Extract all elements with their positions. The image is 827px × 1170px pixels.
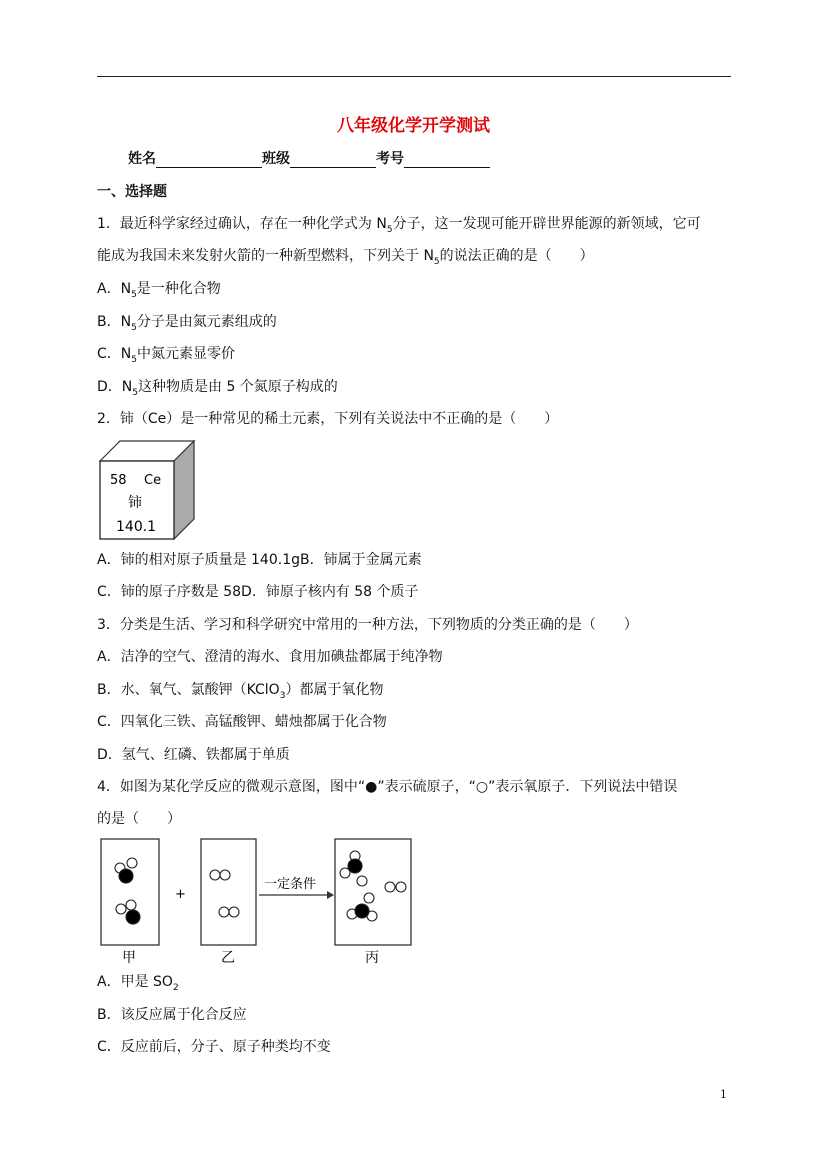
q3-option-d[interactable]: D．氢气、红磷、铁都属于单质 — [97, 747, 290, 763]
page-title: 八年级化学开学测试 — [337, 116, 490, 136]
q3-option-b[interactable]: B．水、氧气、氯酸钾（KClO$_3$）都属于氧化物 — [97, 682, 384, 701]
class-label: 班级 — [262, 151, 290, 167]
q1-option-c[interactable]: C．$N_5$中氮元素显零价 — [97, 346, 235, 365]
q1-option-b[interactable]: B．$N_5$分子是由氮元素组成的 — [97, 314, 277, 333]
exam-no-label: 考号 — [376, 151, 404, 167]
cell-element-name: 铈 — [128, 495, 142, 511]
q1-option-a[interactable]: A．$N_5$是一种化合物 — [97, 281, 221, 300]
element-cell-figure — [99, 439, 196, 541]
q3-option-a[interactable]: A．洁净的空气、澄清的海水、食用加碘盐都属于纯净物 — [97, 649, 443, 665]
box-yi — [201, 839, 256, 945]
label-bing: 丙 — [365, 950, 379, 966]
class-blank[interactable] — [290, 152, 376, 168]
arrow-head — [327, 891, 334, 899]
reaction-diagram — [99, 837, 417, 967]
q4-option-b[interactable]: B．该反应属于化合反应 — [97, 1007, 247, 1023]
exam-no-blank[interactable] — [404, 152, 490, 168]
cell-symbol: Ce — [144, 473, 162, 488]
q3-option-c[interactable]: C．四氧化三铁、高锰酸钾、蜡烛都属于化合物 — [97, 714, 387, 730]
q4-stem-line1: 4．如图为某化学反应的微观示意图，图中“●”表示硫原子，“○”表示氧原子．下列说法中错误 — [97, 779, 678, 795]
arrow-condition: 一定条件 — [264, 877, 317, 892]
q4-stem-line2: 的是（ ） — [97, 811, 181, 827]
header-rule — [97, 76, 731, 77]
q1-stem-line1: 1．最近科学家经过确认，存在一种化学式为 $N_5$分子，这一发现可能开辟世界能源的新领域，它可 — [97, 216, 701, 235]
q4-option-a[interactable]: A．甲是 $SO_2$ — [97, 974, 179, 993]
name-label: 姓名 — [128, 151, 156, 167]
q2-stem: 2．铈（Ce）是一种常见的稀土元素，下列有关说法中不正确的是（ ） — [97, 411, 559, 427]
q1-option-d[interactable]: D．$N_5$这种物质是由 5 个氮原子构成的 — [97, 379, 338, 398]
cell-atomic-mass: 140.1 — [116, 519, 157, 535]
page-number: 1 — [720, 1088, 727, 1101]
label-jia: 甲 — [122, 950, 136, 966]
box-jia — [101, 839, 159, 945]
q4-option-c[interactable]: C．反应前后，分子、原子种类均不变 — [97, 1039, 331, 1055]
cell-atomic-number: 58 — [110, 473, 127, 488]
q3-stem: 3．分类是生活、学习和科学研究中常用的一种方法，下列物质的分类正确的是（ ） — [97, 617, 638, 633]
student-info-row — [128, 150, 490, 168]
label-yi: 乙 — [221, 950, 235, 966]
q2-options-ab[interactable]: A．铈的相对原子质量是 140.1gB．铈属于金属元素 — [97, 552, 422, 568]
q1-stem-line2: 能成为我国未来发射火箭的一种新型燃料，下列关于 $N_5$的说法正确的是（ ） — [97, 248, 594, 267]
name-blank[interactable] — [156, 152, 262, 168]
q2-options-cd[interactable]: C．铈的原子序数是 58D．铈原子核内有 58 个质子 — [97, 584, 419, 600]
plus-sign: + — [175, 887, 186, 902]
section-heading: 一、选择题 — [97, 184, 167, 200]
